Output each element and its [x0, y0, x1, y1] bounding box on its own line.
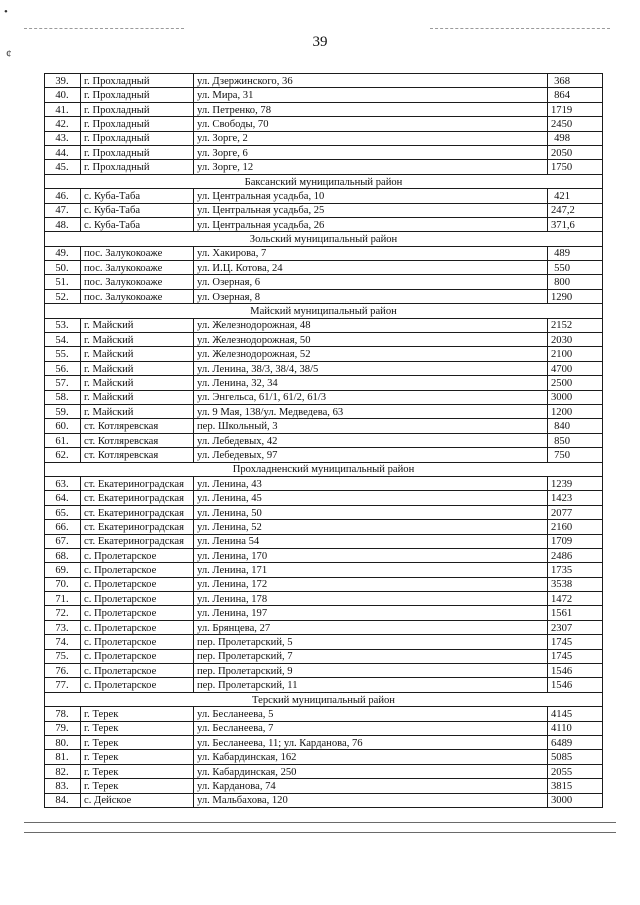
value-cell: 368: [548, 74, 603, 88]
address-cell: ул. Бесланеева, 11; ул. Карданова, 76: [194, 735, 548, 749]
address-cell: ул. Лебедевых, 42: [194, 433, 548, 447]
address-cell: ул. Центральная усадьба, 10: [194, 189, 548, 203]
table-row: [45, 534, 603, 548]
margin-mark-top: •: [4, 6, 8, 18]
locality-cell: г. Майский: [81, 347, 194, 361]
table-row: [45, 318, 603, 332]
row-number-cell: 81.: [45, 750, 81, 764]
table-row: [45, 131, 603, 145]
locality-cell: г. Майский: [81, 333, 194, 347]
row-number-cell: 82.: [45, 764, 81, 778]
table-row: [45, 678, 603, 692]
value-cell: 2500: [548, 376, 603, 390]
row-number-cell: 45.: [45, 160, 81, 174]
row-number-cell: 75.: [45, 649, 81, 663]
value-cell: 498: [548, 131, 603, 145]
table-row: [45, 563, 603, 577]
row-number-cell: 42.: [45, 117, 81, 131]
value-cell: 1719: [548, 102, 603, 116]
row-number-cell: 69.: [45, 563, 81, 577]
value-cell: 371,6: [548, 217, 603, 231]
table-row: [45, 476, 603, 490]
row-number-cell: 60.: [45, 419, 81, 433]
row-number-cell: 66.: [45, 520, 81, 534]
locality-cell: с. Куба-Таба: [81, 203, 194, 217]
table-row: [45, 189, 603, 203]
address-cell: ул. Зорге, 12: [194, 160, 548, 174]
address-cell: ул. Энгельса, 61/1, 61/2, 61/3: [194, 390, 548, 404]
address-cell: ул. Лебедевых, 97: [194, 448, 548, 462]
row-number-cell: 83.: [45, 779, 81, 793]
table-row: [45, 664, 603, 678]
table-row: [45, 577, 603, 591]
locality-cell: ст. Екатериноградская: [81, 491, 194, 505]
address-cell: ул. Ленина, 32, 34: [194, 376, 548, 390]
table-row: [45, 88, 603, 102]
margin-mark-middle: ¢: [6, 48, 12, 60]
locality-cell: с. Пролетарское: [81, 548, 194, 562]
value-cell: 2077: [548, 505, 603, 519]
locality-cell: с. Пролетарское: [81, 620, 194, 634]
value-cell: 421: [548, 189, 603, 203]
table-row: [45, 102, 603, 116]
row-number-cell: 48.: [45, 217, 81, 231]
value-cell: 1750: [548, 160, 603, 174]
section-title: Зольский муниципальный район: [45, 232, 603, 246]
table-row: [45, 448, 603, 462]
table-row: [45, 505, 603, 519]
value-cell: 2055: [548, 764, 603, 778]
row-number-cell: 68.: [45, 548, 81, 562]
table-row: [45, 721, 603, 735]
locality-cell: ст. Котляревская: [81, 448, 194, 462]
table-row: [45, 145, 603, 159]
row-number-cell: 43.: [45, 131, 81, 145]
table-row: [45, 160, 603, 174]
row-number-cell: 84.: [45, 793, 81, 807]
value-cell: 800: [548, 275, 603, 289]
row-number-cell: 71.: [45, 592, 81, 606]
row-number-cell: 52.: [45, 289, 81, 303]
value-cell: 6489: [548, 735, 603, 749]
address-cell: пер. Пролетарский, 5: [194, 635, 548, 649]
table-row: [45, 117, 603, 131]
locality-cell: г. Майский: [81, 390, 194, 404]
value-cell: 850: [548, 433, 603, 447]
value-cell: 2050: [548, 145, 603, 159]
table-row: [45, 376, 603, 390]
value-cell: 4145: [548, 707, 603, 721]
table-row: [45, 606, 603, 620]
table-row: [45, 707, 603, 721]
row-number-cell: 49.: [45, 246, 81, 260]
locality-cell: ст. Екатериноградская: [81, 505, 194, 519]
address-cell: ул. Мира, 31: [194, 88, 548, 102]
locality-cell: г. Майский: [81, 376, 194, 390]
row-number-cell: 40.: [45, 88, 81, 102]
locality-cell: с. Пролетарское: [81, 678, 194, 692]
table-row: [45, 548, 603, 562]
address-cell: ул. Брянцева, 27: [194, 620, 548, 634]
value-cell: 3000: [548, 793, 603, 807]
value-cell: 550: [548, 261, 603, 275]
locality-cell: с. Дейское: [81, 793, 194, 807]
value-cell: 2450: [548, 117, 603, 131]
address-cell: ул. Свободы, 70: [194, 117, 548, 131]
locality-cell: пос. Залукокоаже: [81, 261, 194, 275]
objects-table: [44, 73, 603, 808]
value-cell: 2486: [548, 548, 603, 562]
section-header-row: [45, 462, 603, 476]
value-cell: 5085: [548, 750, 603, 764]
locality-cell: г. Прохладный: [81, 117, 194, 131]
value-cell: 1290: [548, 289, 603, 303]
table-row: [45, 74, 603, 88]
value-cell: 3000: [548, 390, 603, 404]
value-cell: 750: [548, 448, 603, 462]
locality-cell: г. Терек: [81, 764, 194, 778]
table-row: [45, 649, 603, 663]
table-row: [45, 404, 603, 418]
address-cell: ул. Ленина, 178: [194, 592, 548, 606]
table-row: [45, 333, 603, 347]
section-title: Майский муниципальный район: [45, 304, 603, 318]
table-row: [45, 347, 603, 361]
locality-cell: с. Пролетарское: [81, 635, 194, 649]
address-cell: ул. Ленина, 197: [194, 606, 548, 620]
value-cell: 864: [548, 88, 603, 102]
address-cell: ул. Карданова, 74: [194, 779, 548, 793]
address-cell: ул. Озерная, 8: [194, 289, 548, 303]
row-number-cell: 67.: [45, 534, 81, 548]
locality-cell: г. Терек: [81, 735, 194, 749]
table-row: [45, 289, 603, 303]
address-cell: пер. Пролетарский, 11: [194, 678, 548, 692]
row-number-cell: 76.: [45, 664, 81, 678]
value-cell: 1709: [548, 534, 603, 548]
address-cell: ул. Ленина, 50: [194, 505, 548, 519]
locality-cell: г. Прохладный: [81, 74, 194, 88]
locality-cell: пос. Залукокоаже: [81, 246, 194, 260]
row-number-cell: 54.: [45, 333, 81, 347]
address-cell: ул. Дзержинского, 36: [194, 74, 548, 88]
address-cell: ул. Кабардинская, 162: [194, 750, 548, 764]
locality-cell: с. Куба-Таба: [81, 189, 194, 203]
locality-cell: ст. Екатериноградская: [81, 534, 194, 548]
locality-cell: г. Майский: [81, 361, 194, 375]
address-cell: ул. Озерная, 6: [194, 275, 548, 289]
locality-cell: г. Прохладный: [81, 131, 194, 145]
address-cell: ул. Ленина, 43: [194, 476, 548, 490]
locality-cell: с. Пролетарское: [81, 563, 194, 577]
row-number-cell: 74.: [45, 635, 81, 649]
address-cell: ул. Ленина, 171: [194, 563, 548, 577]
address-cell: ул. Бесланеева, 5: [194, 707, 548, 721]
locality-cell: ст. Екатериноградская: [81, 476, 194, 490]
footer-line-upper: [24, 822, 616, 823]
address-cell: ул. Хакирова, 7: [194, 246, 548, 260]
locality-cell: пос. Залукокоаже: [81, 289, 194, 303]
locality-cell: г. Терек: [81, 721, 194, 735]
section-header-row: [45, 174, 603, 188]
table-row: [45, 735, 603, 749]
value-cell: 840: [548, 419, 603, 433]
address-cell: ул. Ленина 54: [194, 534, 548, 548]
address-cell: ул. И.Ц. Котова, 24: [194, 261, 548, 275]
row-number-cell: 73.: [45, 620, 81, 634]
value-cell: 2100: [548, 347, 603, 361]
locality-cell: с. Пролетарское: [81, 577, 194, 591]
section-header-row: [45, 304, 603, 318]
row-number-cell: 70.: [45, 577, 81, 591]
table-row: [45, 592, 603, 606]
value-cell: 2030: [548, 333, 603, 347]
table-row: [45, 793, 603, 807]
value-cell: 1561: [548, 606, 603, 620]
address-cell: пер. Пролетарский, 9: [194, 664, 548, 678]
value-cell: 1200: [548, 404, 603, 418]
value-cell: 2152: [548, 318, 603, 332]
row-number-cell: 53.: [45, 318, 81, 332]
table-row: [45, 275, 603, 289]
row-number-cell: 64.: [45, 491, 81, 505]
section-title: Прохладненский муниципальный район: [45, 462, 603, 476]
table-row: [45, 491, 603, 505]
value-cell: 489: [548, 246, 603, 260]
address-cell: ул. Ленина, 38/3, 38/4, 38/5: [194, 361, 548, 375]
section-title: Баксанский муниципальный район: [45, 174, 603, 188]
table-row: [45, 217, 603, 231]
table-row: [45, 246, 603, 260]
row-number-cell: 72.: [45, 606, 81, 620]
address-cell: ул. Ленина, 52: [194, 520, 548, 534]
row-number-cell: 77.: [45, 678, 81, 692]
value-cell: 2307: [548, 620, 603, 634]
locality-cell: ст. Котляревская: [81, 419, 194, 433]
value-cell: 1745: [548, 649, 603, 663]
row-number-cell: 79.: [45, 721, 81, 735]
table-row: [45, 361, 603, 375]
locality-cell: с. Пролетарское: [81, 606, 194, 620]
locality-cell: г. Прохладный: [81, 102, 194, 116]
section-header-row: [45, 232, 603, 246]
value-cell: 1546: [548, 678, 603, 692]
row-number-cell: 57.: [45, 376, 81, 390]
locality-cell: с. Пролетарское: [81, 664, 194, 678]
address-cell: ул. Ленина, 170: [194, 548, 548, 562]
value-cell: 2160: [548, 520, 603, 534]
value-cell: 1472: [548, 592, 603, 606]
table-row: [45, 750, 603, 764]
row-number-cell: 44.: [45, 145, 81, 159]
table-row: [45, 261, 603, 275]
locality-cell: с. Пролетарское: [81, 592, 194, 606]
address-cell: ул. Кабардинская, 250: [194, 764, 548, 778]
row-number-cell: 47.: [45, 203, 81, 217]
address-cell: ул. Ленина, 45: [194, 491, 548, 505]
header-dashed-line-left: [24, 28, 184, 29]
row-number-cell: 55.: [45, 347, 81, 361]
row-number-cell: 65.: [45, 505, 81, 519]
value-cell: 3538: [548, 577, 603, 591]
address-cell: ул. Центральная усадьба, 26: [194, 217, 548, 231]
header-dashed-line-right: [430, 28, 610, 29]
section-title: Терский муниципальный район: [45, 692, 603, 706]
value-cell: 1546: [548, 664, 603, 678]
row-number-cell: 51.: [45, 275, 81, 289]
section-header-row: [45, 692, 603, 706]
locality-cell: с. Пролетарское: [81, 649, 194, 663]
table-row: [45, 203, 603, 217]
address-cell: ул. Бесланеева, 7: [194, 721, 548, 735]
address-cell: ул. Ленина, 172: [194, 577, 548, 591]
row-number-cell: 62.: [45, 448, 81, 462]
row-number-cell: 80.: [45, 735, 81, 749]
locality-cell: с. Куба-Таба: [81, 217, 194, 231]
address-cell: ул. Мальбахова, 120: [194, 793, 548, 807]
objects-table-body: [45, 74, 603, 808]
row-number-cell: 78.: [45, 707, 81, 721]
table-row: [45, 764, 603, 778]
locality-cell: г. Прохладный: [81, 88, 194, 102]
locality-cell: г. Майский: [81, 404, 194, 418]
locality-cell: г. Прохладный: [81, 145, 194, 159]
footer-line-lower: [24, 832, 616, 833]
row-number-cell: 58.: [45, 390, 81, 404]
row-number-cell: 61.: [45, 433, 81, 447]
table-row: [45, 620, 603, 634]
row-number-cell: 46.: [45, 189, 81, 203]
locality-cell: г. Терек: [81, 779, 194, 793]
address-cell: ул. Зорге, 2: [194, 131, 548, 145]
page-number: 39: [312, 34, 328, 50]
value-cell: 4110: [548, 721, 603, 735]
value-cell: 3815: [548, 779, 603, 793]
locality-cell: г. Терек: [81, 707, 194, 721]
address-cell: ул. Железнодорожная, 52: [194, 347, 548, 361]
row-number-cell: 50.: [45, 261, 81, 275]
value-cell: 1735: [548, 563, 603, 577]
address-cell: пер. Школьный, 3: [194, 419, 548, 433]
table-row: [45, 390, 603, 404]
address-cell: ул. Железнодорожная, 50: [194, 333, 548, 347]
address-cell: ул. Центральная усадьба, 25: [194, 203, 548, 217]
value-cell: 1239: [548, 476, 603, 490]
table-row: [45, 419, 603, 433]
value-cell: 1745: [548, 635, 603, 649]
table-row: [45, 433, 603, 447]
locality-cell: г. Терек: [81, 750, 194, 764]
address-cell: ул. Зорге, 6: [194, 145, 548, 159]
row-number-cell: 41.: [45, 102, 81, 116]
address-cell: ул. 9 Мая, 138/ул. Медведева, 63: [194, 404, 548, 418]
locality-cell: г. Прохладный: [81, 160, 194, 174]
row-number-cell: 59.: [45, 404, 81, 418]
locality-cell: ст. Екатериноградская: [81, 520, 194, 534]
address-cell: ул. Петренко, 78: [194, 102, 548, 116]
table-row: [45, 779, 603, 793]
locality-cell: г. Майский: [81, 318, 194, 332]
row-number-cell: 56.: [45, 361, 81, 375]
table-row: [45, 635, 603, 649]
value-cell: 247,2: [548, 203, 603, 217]
address-cell: пер. Пролетарский, 7: [194, 649, 548, 663]
locality-cell: ст. Котляревская: [81, 433, 194, 447]
value-cell: 1423: [548, 491, 603, 505]
table-row: [45, 520, 603, 534]
row-number-cell: 63.: [45, 476, 81, 490]
address-cell: ул. Железнодорожная, 48: [194, 318, 548, 332]
locality-cell: пос. Залукокоаже: [81, 275, 194, 289]
row-number-cell: 39.: [45, 74, 81, 88]
value-cell: 4700: [548, 361, 603, 375]
